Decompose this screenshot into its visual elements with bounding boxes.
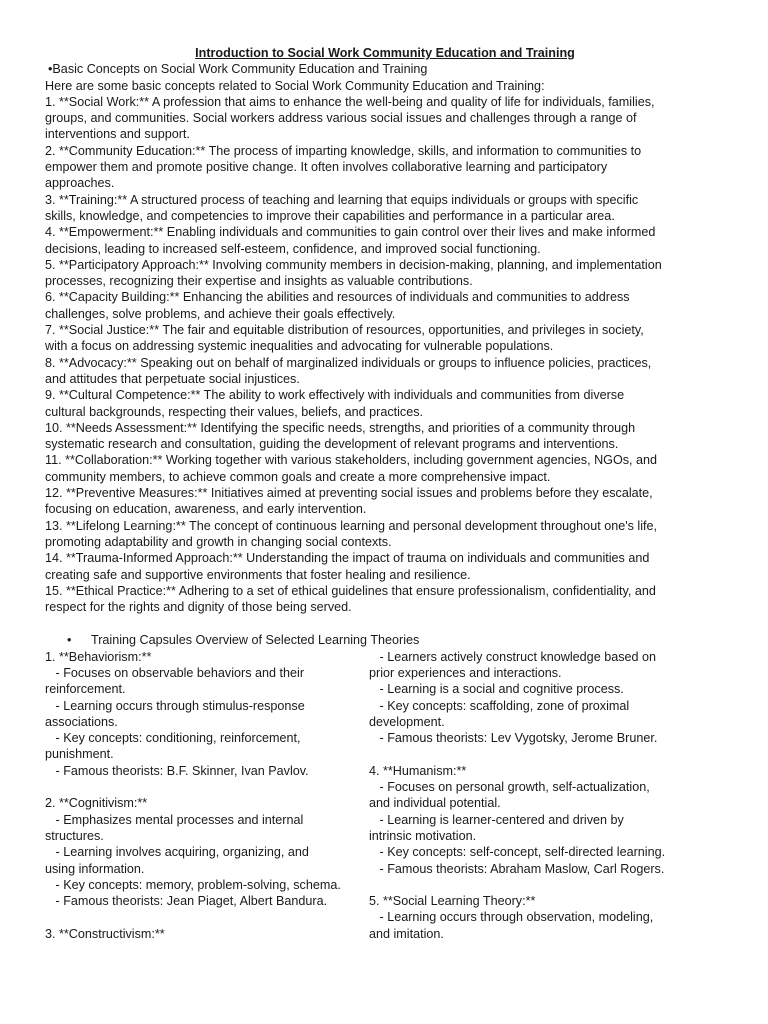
column-line: structures.: [45, 828, 104, 843]
definition-line: 12. **Preventive Measures:** Initiatives aimed at preventing social issues and problems before they escalate,: [45, 486, 653, 501]
column-line: - Famous theorists: Jean Piaget, Albert Bandura.: [45, 894, 328, 909]
training-capsules-heading-text: Training Capsules Overview of Selected Learning Theories: [91, 633, 420, 648]
spacer: [45, 615, 725, 632]
right-column: [369, 649, 725, 942]
column-line: punishment.: [45, 747, 114, 762]
definition-item: [45, 289, 725, 322]
column-line: - Focuses on observable behaviors and their: [45, 665, 305, 680]
column-spacer: [369, 877, 725, 893]
column-line: - Learning is a social and cognitive process.: [369, 682, 624, 697]
definition-line: 8. **Advocacy:** Speaking out on behalf of marginalized individuals or groups to influence policies, practices,: [45, 355, 652, 370]
definition-item: [45, 322, 725, 355]
column-line: - Learning involves acquiring, organizing, and: [45, 845, 309, 860]
definition-item: [45, 485, 725, 518]
column-line: - Famous theorists: Abraham Maslow, Carl Rogers.: [369, 861, 665, 876]
definition-item: [45, 583, 725, 616]
definition-line: 4. **Empowerment:** Enabling individuals and communities to gain control over their lives and make informed: [45, 225, 656, 240]
column-line: - Famous theorists: Lev Vygotsky, Jerome Bruner.: [369, 731, 658, 746]
definition-line: challenges, solve problems, and achieve their goals effectively.: [45, 306, 396, 321]
definition-line: 15. **Ethical Practice:** Adhering to a set of ethical guidelines that ensure professionalism, confidentiality, and: [45, 583, 656, 598]
column-spacer: [45, 779, 369, 795]
definition-line: 1. **Social Work:** A profession that aims to enhance the well-being and quality of life for individuals, families,: [45, 94, 655, 109]
column-line: 1. **Behaviorism:**: [45, 649, 152, 664]
column-line: - Learners actively construct knowledge based on: [369, 649, 657, 664]
column-line: development.: [369, 714, 445, 729]
learning-theories-columns: [45, 649, 725, 942]
column-line: associations.: [45, 714, 118, 729]
definition-line: 2. **Community Education:** The process of imparting knowledge, skills, and information to communities to: [45, 143, 642, 158]
definition-line: with a focus on addressing systemic inequalities and advocating for vulnerable populations.: [45, 339, 554, 354]
section-basic-concepts-heading: •Basic Concepts on Social Work Community Education and Training: [48, 62, 428, 77]
column-line: 2. **Cognitivism:**: [45, 796, 148, 811]
definition-line: community members, to achieve common goals and create a more comprehensive impact.: [45, 469, 551, 484]
definition-item: [45, 518, 725, 551]
column-spacer: [369, 746, 725, 762]
definition-line: cultural backgrounds, respecting their values, beliefs, and practices.: [45, 404, 424, 419]
definition-line: skills, knowledge, and competencies to improve their capabilities and performance in a particular area.: [45, 208, 615, 223]
definition-line: empower them and promote positive change. It often involves collaborative learning and participatory: [45, 160, 608, 175]
column-line: 3. **Constructivism:**: [45, 926, 165, 941]
definition-line: 11. **Collaboration:** Working together with various stakeholders, including government agencies, NGOs, and: [45, 453, 658, 468]
left-column: [45, 649, 369, 942]
definition-item: [45, 94, 725, 143]
definitions-list: [45, 94, 725, 616]
definition-item: [45, 257, 725, 290]
bullet-icon: •: [67, 633, 72, 648]
column-line: - Learning occurs through observation, modeling,: [369, 910, 654, 925]
definition-line: 13. **Lifelong Learning:** The concept of continuous learning and personal development throughout one's life,: [45, 518, 658, 533]
definition-line: decisions, leading to increased self-esteem, confidence, and improved social functioning.: [45, 241, 541, 256]
definition-line: focusing on education, awareness, and early intervention.: [45, 502, 367, 517]
definition-item: [45, 192, 725, 225]
definition-line: 3. **Training:** A structured process of teaching and learning that equips individuals or groups with specific: [45, 192, 639, 207]
column-line: 5. **Social Learning Theory:**: [369, 894, 536, 909]
definition-line: respect for the rights and dignity of those being served.: [45, 600, 352, 615]
document-title: Introduction to Social Work Community Education and Training: [195, 46, 575, 60]
definition-line: 10. **Needs Assessment:** Identifying the specific needs, strengths, and priorities of a community through: [45, 420, 636, 435]
definition-line: and attitudes that perpetuate social injustices.: [45, 371, 300, 386]
column-line: - Key concepts: scaffolding, zone of proximal: [369, 698, 630, 713]
definition-item: [45, 452, 725, 485]
column-line: - Focuses on personal growth, self-actualization,: [369, 780, 650, 795]
column-line: - Key concepts: self-concept, self-directed learning.: [369, 845, 666, 860]
column-line: intrinsic motivation.: [369, 828, 477, 843]
definition-line: 7. **Social Justice:** The fair and equitable distribution of resources, opportunities, and privileges in society,: [45, 323, 644, 338]
definition-line: groups, and communities. Social workers address various social issues and challenges through a range of: [45, 111, 637, 126]
column-spacer: [45, 909, 369, 925]
definition-line: systematic research and consultation, guiding the development of relevant programs and interventions.: [45, 437, 619, 452]
intro-paragraph: Here are some basic concepts related to Social Work Community Education and Training:: [45, 78, 545, 93]
column-line: - Key concepts: conditioning, reinforcement,: [45, 731, 301, 746]
definition-line: creating safe and supportive environments that foster healing and resilience.: [45, 567, 471, 582]
column-line: and imitation.: [369, 926, 444, 941]
column-line: using information.: [45, 861, 145, 876]
column-line: and individual potential.: [369, 796, 501, 811]
definition-item: [45, 420, 725, 453]
definition-line: 6. **Capacity Building:** Enhancing the abilities and resources of individuals and communities to address: [45, 290, 630, 305]
definition-item: [45, 355, 725, 388]
column-line: - Learning is learner-centered and driven by: [369, 812, 624, 827]
document-page: [45, 45, 725, 942]
definition-item: [45, 224, 725, 257]
column-line: - Emphasizes mental processes and internal: [45, 812, 304, 827]
column-line: prior experiences and interactions.: [369, 665, 562, 680]
column-line: - Key concepts: memory, problem-solving, schema.: [45, 877, 341, 892]
definition-line: 9. **Cultural Competence:** The ability to work effectively with individuals and communities from diverse: [45, 388, 625, 403]
definition-line: interventions and support.: [45, 127, 190, 142]
definition-line: processes, recognizing their expertise and insights as valuable contributions.: [45, 274, 473, 289]
definition-line: approaches.: [45, 176, 115, 191]
definition-line: 14. **Trauma-Informed Approach:** Understanding the impact of trauma on individuals and communities and: [45, 551, 650, 566]
definition-line: promoting adaptability and growth in changing social contexts.: [45, 534, 392, 549]
column-line: - Famous theorists: B.F. Skinner, Ivan Pavlov.: [45, 763, 309, 778]
column-line: 4. **Humanism:**: [369, 763, 467, 778]
definition-item: [45, 387, 725, 420]
column-line: - Learning occurs through stimulus-response: [45, 698, 305, 713]
definition-line: 5. **Participatory Approach:** Involving community members in decision-making, planning, and implementation: [45, 257, 662, 272]
definition-item: [45, 143, 725, 192]
training-capsules-heading: [45, 632, 725, 648]
definition-item: [45, 550, 725, 583]
column-line: reinforcement.: [45, 682, 126, 697]
